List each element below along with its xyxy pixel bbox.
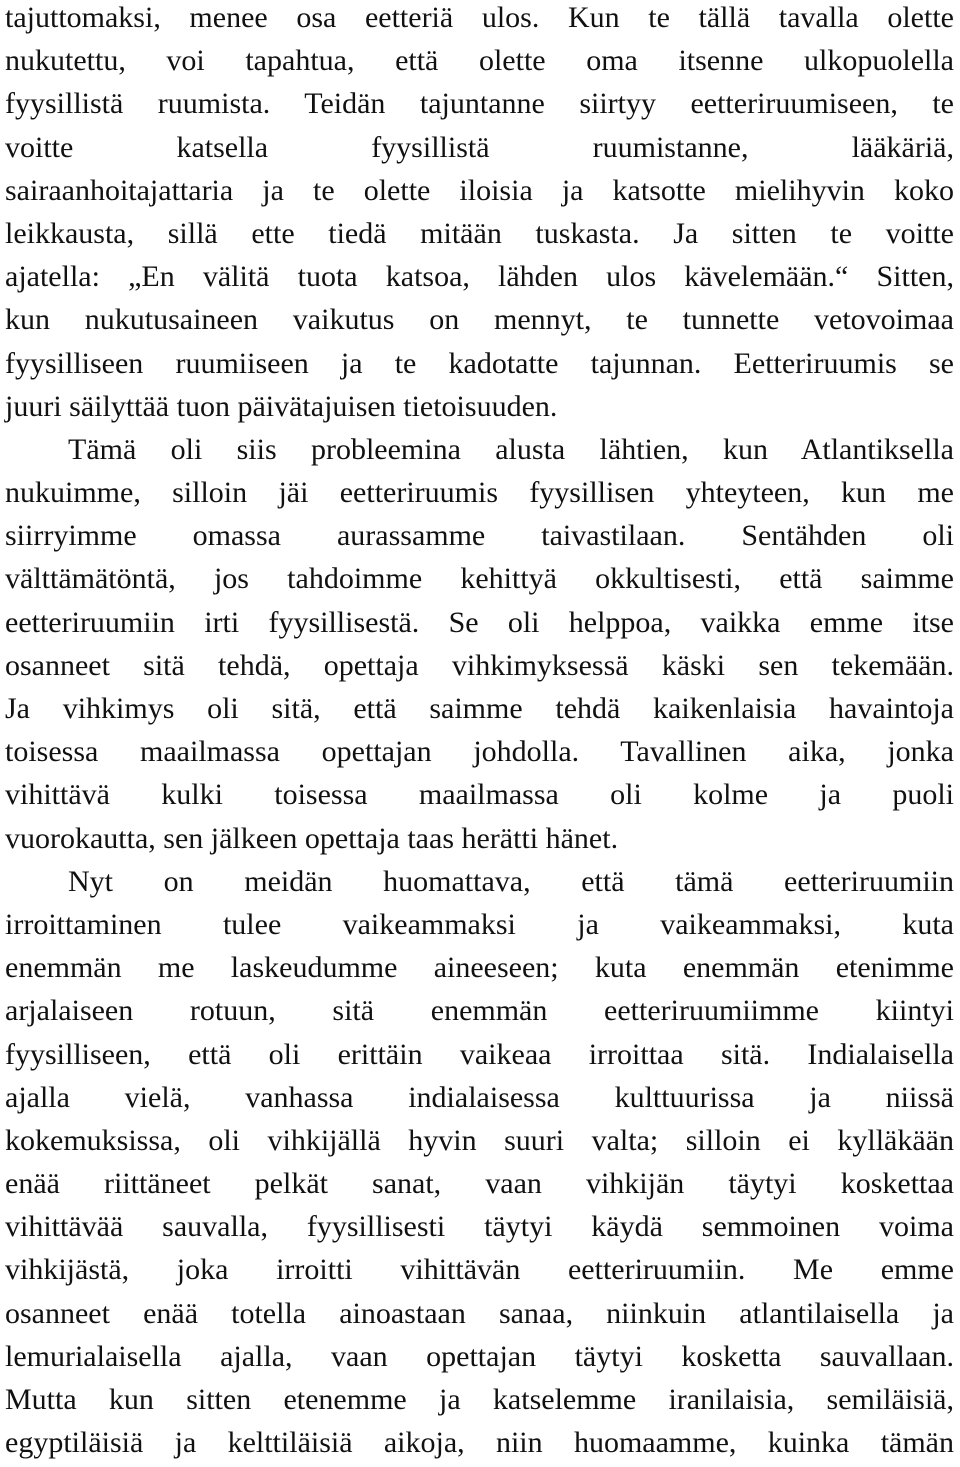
text-line: siirryimme omassa aurassamme taivastilaan. Sentähden oli [5,519,954,553]
text-line: sairaanhoitajattaria ja te olette iloisia ja katsotte mielihyvin koko [5,173,954,207]
text-line: eetteriruumiin irti fyysillisestä. Se oli helppoa, vaikka emme itse [5,605,954,639]
text-line: vuorokautta, sen jälkeen opettaja taas herätti hänet. [5,821,619,855]
text-line: lemurialaisella ajalla, vaan opettajan täytyi kosketta sauvallaan. [5,1339,954,1373]
text-line: arjalaiseen rotuun, sitä enemmän eetteriruumiimme kiintyi [5,994,954,1028]
text-line: vihkijästä, joka irroitti vihittävän eetteriruumiin. Me emme [5,1253,954,1287]
text-line: enää riittäneet pelkät sanat, vaan vihkijän täytyi koskettaa [5,1167,954,1201]
text-line: irroittaminen tulee vaikeammaksi ja vaikeammaksi, kuta [5,907,954,941]
text-line: fyysillistä ruumista. Teidän tajuntanne siirtyy eetteriruumiseen, te [5,87,954,121]
text-line: Mutta kun sitten etenemme ja katselemme iranilaisia, semiläisiä, [5,1383,954,1416]
text-line: osanneet sitä tehdä, opettaja vihkimyksessä käski sen tekemään. [5,648,954,682]
text-line: enemmän me laskeudumme aineeseen; kuta enemmän etenimme [5,951,954,985]
text-line: kokemuksissa, oli vihkijällä hyvin suuri valta; silloin ei kylläkään [5,1123,954,1157]
text-line: fyysilliseen ruumiiseen ja te kadotatte tajunnan. Eetteriruumis se [5,346,954,380]
document-body [5,0,954,1464]
text-line: kun nukutusaineen vaikutus on mennyt, te tunnette vetovoimaa [5,303,954,337]
text-line: Nyt on meidän huomattava, että tämä eetteriruumiin [68,864,954,898]
text-line: välttämätöntä, jos tahdoimme kehittyä okkultisesti, että saimme [5,562,954,596]
text-line: Tämä oli siis probleemina alusta lähtien, kun Atlantiksella [68,432,954,466]
text-line: vihittävää sauvalla, fyysillisesti täytyi käydä semmoinen voima [5,1210,954,1244]
text-line: egyptiläisiä ja kelttiläisiä aikoja, niin huomaamme, kuinka tämän [5,1426,954,1460]
text-line: fyysilliseen, että oli erittäin vaikeaa irroittaa sitä. Indialaisella [5,1037,954,1071]
text-line: tajuttomaksi, menee osa eetteriä ulos. Kun te tällä tavalla olette [5,1,954,34]
text-line: nukuimme, silloin jäi eetteriruumis fyysillisen yhteyteen, kun me [5,476,954,510]
text-line: voitte katsella fyysillistä ruumistanne, lääkäriä, [5,130,954,164]
text-line: nukutettu, voi tapahtua, että olette oma itsenne ulkopuolella [5,44,954,78]
text-line: toisessa maailmassa opettajan johdolla. Tavallinen aika, jonka [5,735,954,769]
text-line: ajatella: „En välitä tuota katsoa, lähden ulos kävelemään.“ Sitten, [5,260,954,294]
text-line: leikkausta, sillä ette tiedä mitään tuskasta. Ja sitten te voitte [5,216,954,250]
text-line: Ja vihkimys oli sitä, että saimme tehdä kaikenlaisia havaintoja [5,692,954,725]
text-line: ajalla vielä, vanhassa indialaisessa kulttuurissa ja niissä [5,1080,954,1114]
text-line: osanneet enää totella ainoastaan sanaa, niinkuin atlantilaisella ja [5,1296,954,1330]
text-line: juuri säilyttää tuon päivätajuisen tietoisuuden. [5,389,558,423]
text-line: vihittävä kulki toisessa maailmassa oli kolme ja puoli [5,778,954,812]
